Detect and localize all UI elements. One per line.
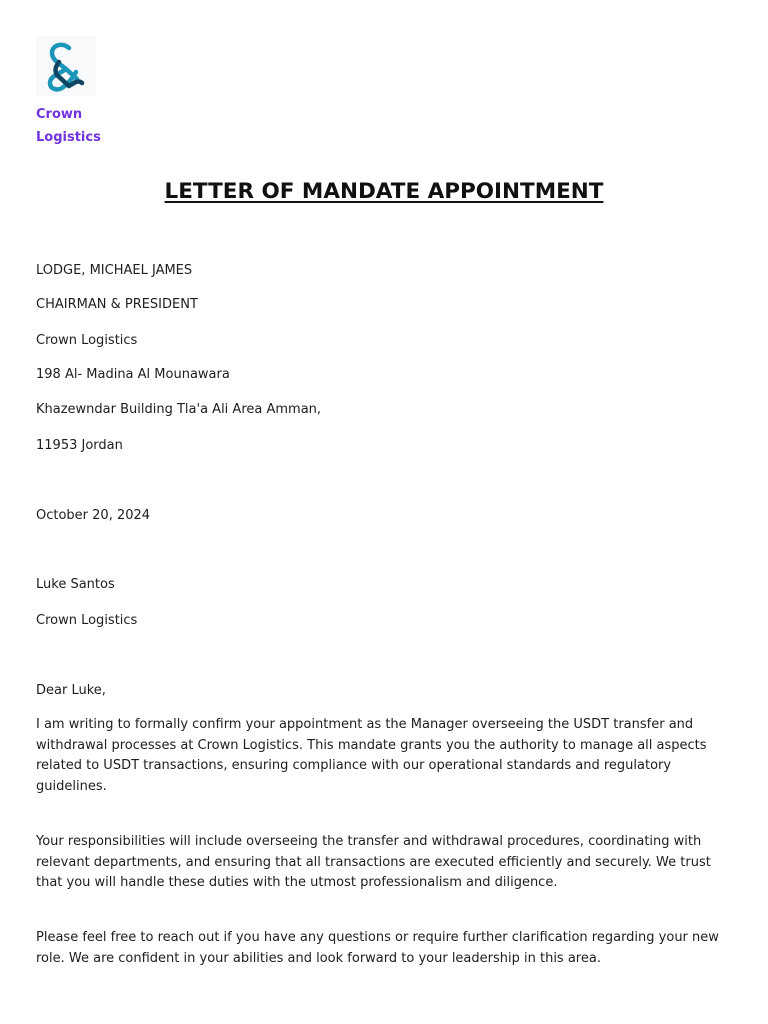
sender-address-line3: 11953 Jordan — [36, 438, 123, 453]
sender-company: Crown Logistics — [36, 333, 138, 348]
salutation: Dear Luke, — [36, 683, 106, 698]
body-paragraph-1: I am writing to formally confirm your appointment as the Manager overseeing the USDT transfer and withdrawal processes at Crown Logistics. This mandate grants you the authority to manage all aspects related to USDT transactions, ensuring compliance with our operational standards and regulatory guidelines. — [36, 717, 707, 794]
body-paragraph-3: Please feel free to reach out if you have any questions or require further clarification regarding your new role. We are confident in your abilities and look forward to your leadership in this area. — [36, 930, 719, 966]
sender-name: LODGE, MICHAEL JAMES — [36, 263, 193, 278]
recipient-company: Crown Logistics — [36, 613, 138, 628]
sender-position: CHAIRMAN & PRESIDENT — [36, 297, 198, 312]
sender-address-line2: Khazewndar Building Tla'a Ali Area Amman, — [36, 402, 322, 417]
sender-address-line1: 198 Al- Madina Al Mounawara — [36, 367, 230, 382]
ampersand-logo-icon — [36, 36, 96, 96]
company-logo — [36, 36, 98, 96]
letter-title: LETTER OF MANDATE APPOINTMENT — [164, 179, 604, 204]
brand-name: Crown Logistics — [36, 107, 101, 145]
recipient-name: Luke Santos — [36, 577, 115, 592]
letter-date: October 20, 2024 — [36, 508, 151, 523]
body-paragraph-2: Your responsibilities will include overseeing the transfer and withdrawal procedures, coordinating with relevant departments, and ensuring that all transactions are executed efficiently and securely. We trust that you will handle these duties with the utmost professionalism and diligence. — [36, 834, 711, 890]
